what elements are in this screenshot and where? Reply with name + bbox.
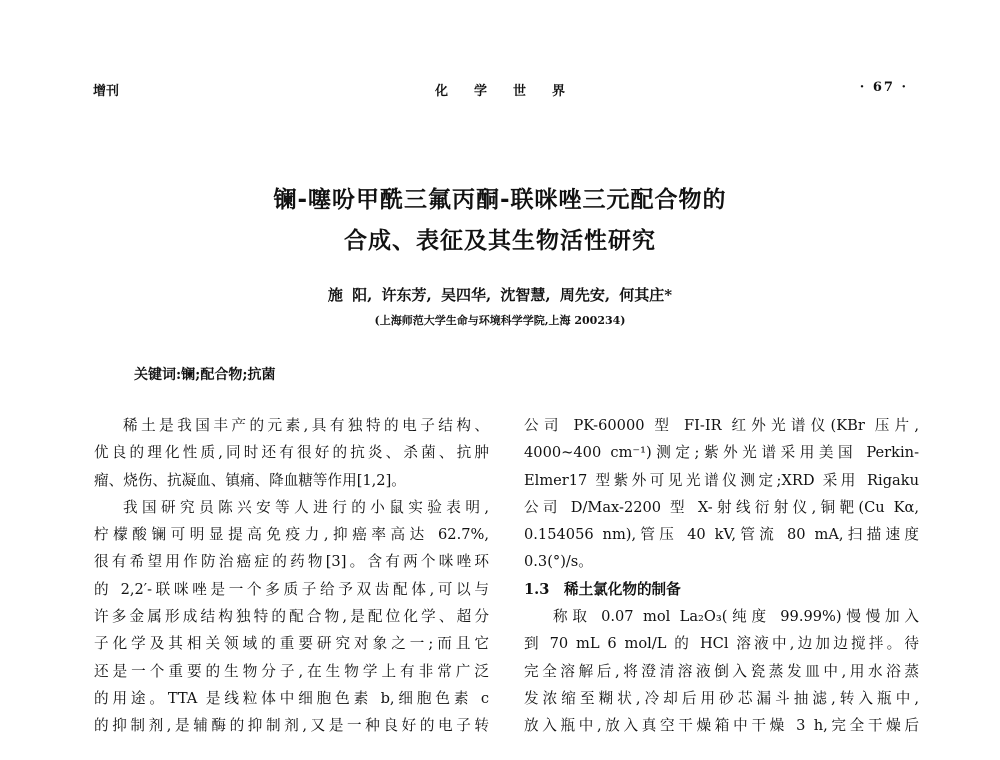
text-line: 公司 D/Max-2200 型 X-射线衍射仪,铜靶(Cu Kα, (524, 498, 919, 516)
text-line: 0.3(°)/s。 (524, 553, 593, 571)
text-line: 到 70 mL 6 mol/L 的 HCl 溶液中,边加边搅拌。待 (524, 635, 919, 653)
running-header-left: 增刊 (93, 84, 120, 99)
text-line: 的 2,2′-联咪唑是一个多质子给予双齿配体,可以与 (94, 580, 489, 598)
text-line: 我国研究员陈兴安等人进行的小鼠实验表明, (123, 498, 489, 516)
text-line: 4000~400 cm⁻¹)测定;紫外光谱采用美国 Perkin- (524, 444, 919, 462)
text-line: 公司 PK-60000 型 FI-IR 红外光谱仪(KBr 压片, (524, 417, 919, 434)
text-line: 还是一个重要的生物分子,在生物学上有非常广泛 (94, 662, 489, 680)
paper-title-line-2: 合成、表征及其生物活性研究 (344, 228, 656, 254)
text-line: 许多金属形成结构独特的配合物,是配位化学、超分 (94, 608, 489, 626)
text-line: 柠檬酸镧可明显提高免疫力,抑癌率高达 62.7%, (94, 526, 489, 544)
keywords: 关键词:镧;配合物;抗菌 (134, 367, 276, 383)
text-line: 的抑制剂,是辅酶的抑制剂,又是一种良好的电子转 (94, 717, 489, 735)
text-line: 优良的理化性质,同时还有很好的抗炎、杀菌、抗肿 (94, 444, 489, 462)
text-line: 的用途。TTA 是线粒体中细胞色素 b,细胞色素 c (94, 689, 489, 707)
page-number: · 67 · (859, 80, 908, 95)
text-line: 发浓缩至糊状,冷却后用砂芯漏斗抽滤,转入瓶中, (524, 689, 919, 707)
author-list: 施 阳, 许东芳, 吴四华, 沈智慧, 周先安, 何其庄* (327, 286, 673, 304)
text-line: 放入瓶中,放入真空干燥箱中干燥 3 h,完全干燥后 (524, 717, 919, 735)
section-heading: 1.3 稀土氯化物的制备 (524, 580, 681, 598)
paper-title-line-1: 镧-噻吩甲酰三氟丙酮-联咪唑三元配合物的 (273, 187, 727, 213)
text-line: 很有希望用作防治癌症的药物[3]。含有两个咪唑环 (94, 553, 489, 571)
text-line: 稀土是我国丰产的元素,具有独特的电子结构、 (123, 417, 489, 434)
text-line: 瘤、烧伤、抗凝血、镇痛、降血糖等作用[1,2]。 (94, 471, 406, 489)
text-line: 完全溶解后,将澄清溶液倒入瓷蒸发皿中,用水浴蒸 (524, 662, 919, 680)
right-column (524, 412, 919, 740)
affiliation: (上海师范大学生命与环境科学学院,上海 200234) (374, 314, 626, 327)
text-line: Elmer17 型紫外可见光谱仪测定;XRD 采用 Rigaku (524, 471, 919, 489)
text-line: 称取 0.07 mol La₂O₃(纯度 99.99%)慢慢加入 (553, 608, 919, 626)
text-line: 0.154056 nm),管压 40 kV,管流 80 mA,扫描速度 (524, 526, 919, 544)
running-header-journal: 化学世界 (434, 84, 591, 99)
left-column (94, 412, 489, 740)
text-line: 子化学及其相关领域的重要研究对象之一;而且它 (94, 635, 489, 653)
